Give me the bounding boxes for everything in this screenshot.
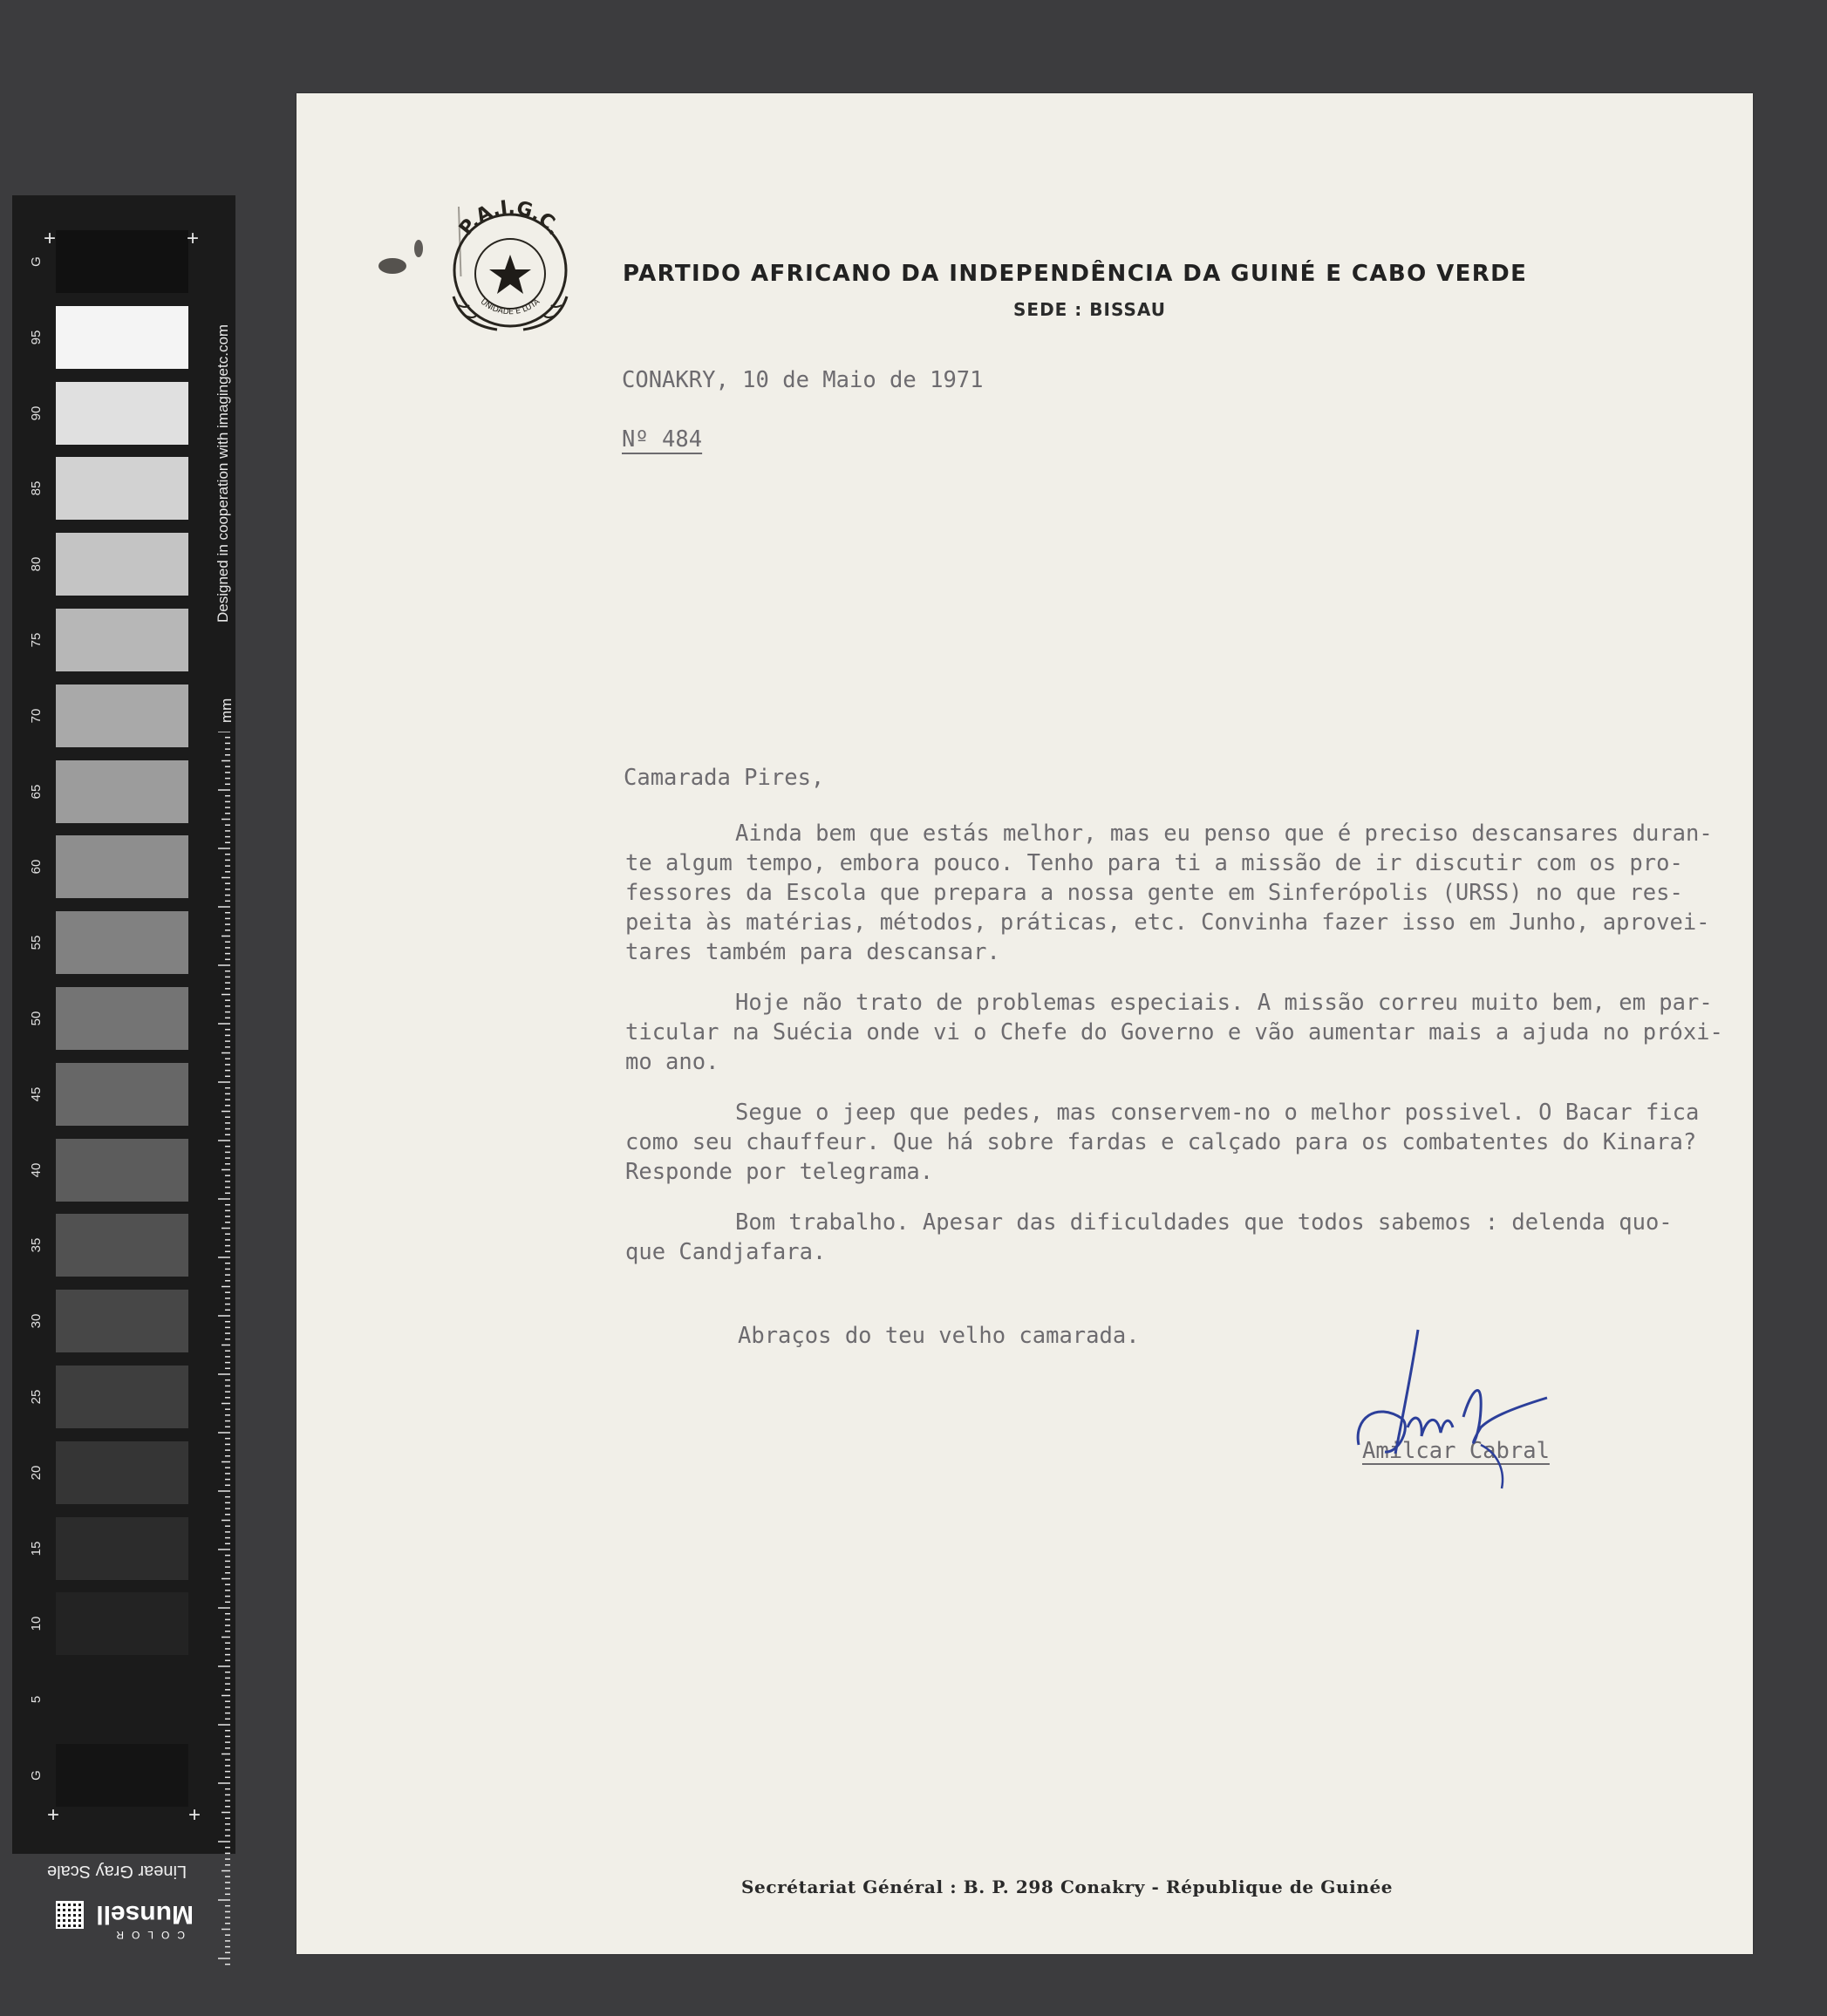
gray-scale-label: 75 [29, 632, 44, 648]
salutation: Camarada Pires, [624, 765, 825, 791]
plus-mark: + [47, 1803, 60, 1827]
gray-scale-label: 65 [29, 784, 44, 799]
body-line: peita às matérias, métodos, práticas, etc. Convinha fazer isso em Junho, aprovei- [625, 909, 1710, 936]
gray-patch [56, 911, 188, 974]
body-line: fessores da Escola que prepara a nossa gente em Sinferópolis (URSS) no que res- [625, 880, 1683, 906]
gray-patch [56, 533, 188, 596]
gray-scale-label: 85 [29, 481, 44, 496]
gray-patch [56, 1744, 188, 1807]
gray-patch [56, 1214, 188, 1277]
body-line: Responde por telegrama. [625, 1159, 934, 1185]
body-line: Ainda bem que estás melhor, mas eu penso que é preciso descansares duran- [735, 821, 1713, 847]
gray-scale-label: G [29, 256, 44, 267]
star-icon [489, 255, 531, 294]
gray-scale-label: 35 [29, 1238, 44, 1253]
body-line: como seu chauffeur. Que há sobre fardas e calçado para os combatentes do Kinara? [625, 1129, 1697, 1155]
gray-patch [56, 684, 188, 747]
seal-acronym: P.A.I.G.C. [454, 196, 566, 240]
body-line: te algum tempo, embora pouco. Tenho para ti a missão de ir discutir com os pro- [625, 850, 1683, 876]
closing-line: Abraços do teu velho camarada. [738, 1323, 1140, 1349]
body-line: Hoje não trato de problemas especiais. A missão correu muito bem, em par- [735, 990, 1713, 1016]
gray-patch [56, 1668, 188, 1731]
gray-patch [56, 457, 188, 520]
munsell-grid-icon [56, 1901, 84, 1929]
ruler-unit: mm [218, 698, 235, 723]
gray-scale-label: 50 [29, 1011, 44, 1026]
body-line: Bom trabalho. Apesar das dificuldades que todos sabemos : delenda quo- [735, 1209, 1673, 1236]
munsell-wordmark: Munsell [96, 1900, 194, 1929]
gray-patch [56, 835, 188, 898]
body-line: que Candjafara. [625, 1239, 827, 1265]
scale-title: Linear Gray Scale [47, 1862, 187, 1881]
letterhead-seat: SEDE : BISSAU [1013, 299, 1166, 320]
letter-date: CONAKRY, 10 de Maio de 1971 [622, 367, 984, 393]
gray-scale-label: 5 [29, 1696, 44, 1704]
letter-body [625, 819, 1742, 1288]
paigc-seal [436, 194, 584, 342]
munsell-logo [54, 1897, 194, 1941]
gray-scale-label: 40 [29, 1162, 44, 1177]
body-line: tares também para descansar. [625, 939, 1000, 965]
plus-mark: + [188, 1803, 201, 1827]
gray-patch [56, 1592, 188, 1655]
handwritten-signature [1350, 1323, 1551, 1497]
body-line: ticular na Suécia onde vi o Chefe do Governo e vão aumentar mais a ajuda no próxi- [625, 1019, 1723, 1045]
gray-patch [56, 1139, 188, 1202]
gray-patch [56, 1441, 188, 1504]
body-paragraph [625, 1098, 1742, 1187]
plus-mark: + [44, 227, 57, 250]
body-line: Segue o jeep que pedes, mas conservem-no o melhor possivel. O Bacar fica [735, 1100, 1700, 1126]
gray-patch [56, 306, 188, 369]
gray-scale-label: 25 [29, 1389, 44, 1405]
gray-patch [56, 230, 188, 293]
gray-scale-label: 45 [29, 1086, 44, 1102]
seal-motto: UNIDADE E LUTA [478, 297, 542, 317]
gray-patch [56, 1290, 188, 1352]
gray-patch [56, 760, 188, 823]
gray-scale-label: 70 [29, 708, 44, 724]
gray-scale-label: 60 [29, 860, 44, 875]
gray-patch [56, 1063, 188, 1126]
letterhead-title: PARTIDO AFRICANO DA INDEPENDÊNCIA DA GUINÉ E CABO VERDE [623, 261, 1528, 287]
body-paragraph [625, 988, 1742, 1077]
gray-patch [56, 1366, 188, 1428]
plus-mark: + [187, 227, 200, 250]
gray-patch [56, 1517, 188, 1580]
gray-scale-label: 10 [29, 1617, 44, 1631]
munsell-color-label: COLOR [108, 1929, 185, 1941]
letter-sheet [297, 93, 1753, 1954]
gray-patch [56, 609, 188, 671]
body-paragraph [625, 1208, 1742, 1267]
gray-scale-label: 55 [29, 935, 44, 950]
gray-scale-label: 20 [29, 1465, 44, 1481]
gray-scale-label: 30 [29, 1313, 44, 1329]
gray-patch [56, 987, 188, 1050]
body-line: mo ano. [625, 1049, 719, 1075]
gray-scale-label: 90 [29, 405, 44, 420]
letter-number: Nº 484 [622, 426, 703, 453]
scale-credit-text: Designed in cooperation with imagingetc.com [215, 324, 231, 623]
gray-scale-label: G [29, 1770, 44, 1781]
gray-scale-card [12, 195, 235, 1881]
mm-ruler [218, 732, 230, 1965]
body-paragraph [625, 819, 1742, 967]
gray-scale-label: 95 [29, 330, 44, 345]
gray-scale-label: 80 [29, 556, 44, 572]
gray-scale-label: 15 [29, 1541, 44, 1556]
typed-signature-name: Amilcar Cabral [1362, 1438, 1550, 1464]
svg-text:P.A.I.G.C. [455, 197, 565, 240]
gray-patch [56, 382, 188, 445]
footer-address: Secrétariat Général : B. P. 298 Conakry - République de Guinée [741, 1876, 1394, 1897]
